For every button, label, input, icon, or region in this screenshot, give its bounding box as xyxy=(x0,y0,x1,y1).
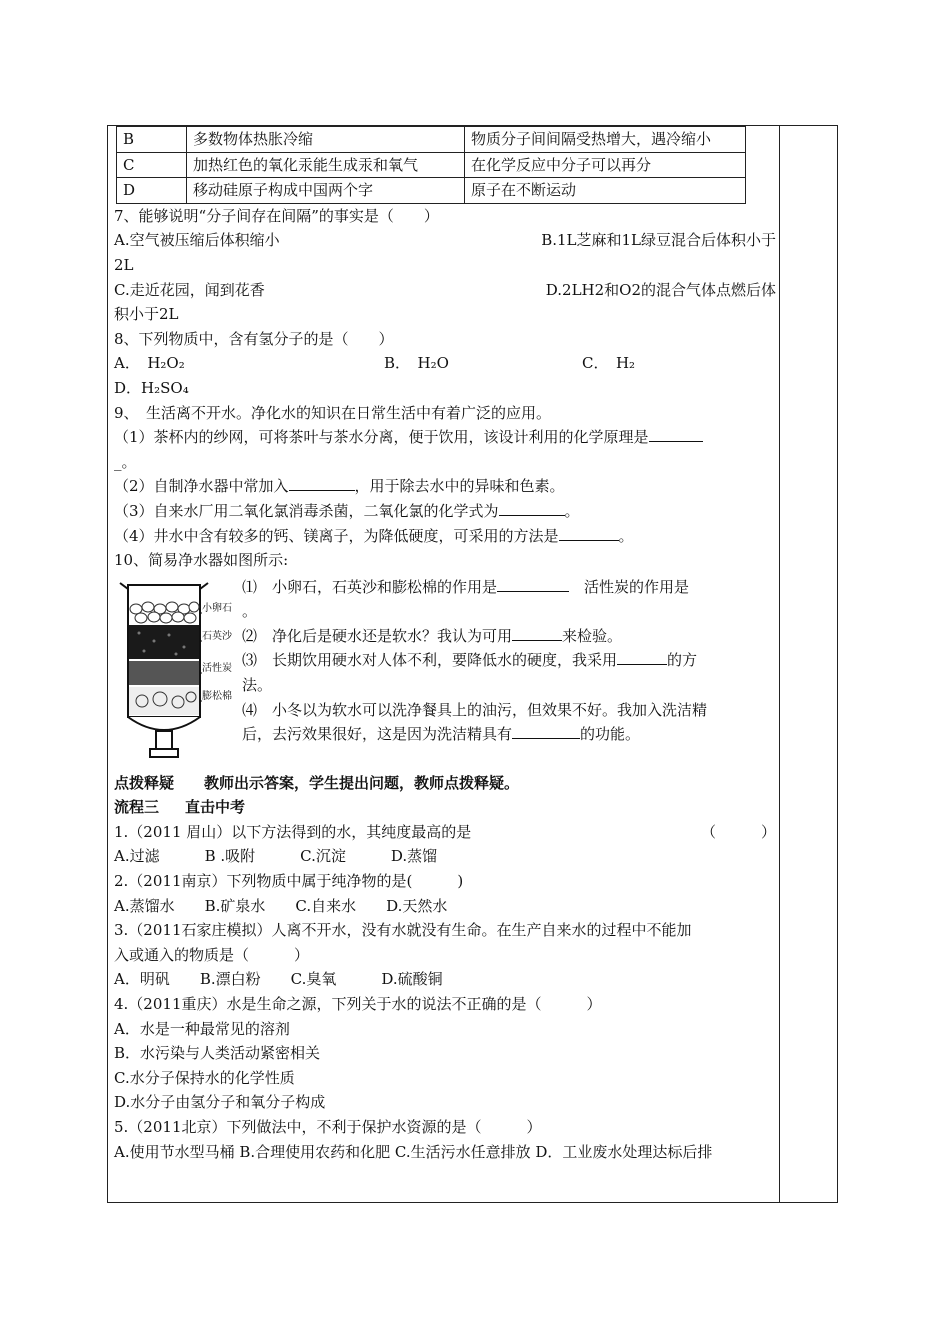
q10-sub1-end: 。 xyxy=(242,602,258,621)
e4-option-b: B．水污染与人类活动紧密相关 xyxy=(114,1044,321,1063)
q7-option-b: B.1L芝麻和1L绿豆混合后体积小于 xyxy=(541,231,776,250)
section-exam-text: 直击中考 xyxy=(185,798,246,817)
label-cotton: 膨松棉 xyxy=(202,690,232,702)
table-cell-explanation: 原子在不断运动 xyxy=(465,178,746,204)
q7-stem: 7、能够说明“分子间存在间隔”的事实是（ ） xyxy=(114,206,439,225)
exam-question-2 xyxy=(114,869,776,918)
q10-sub3-b: 的方 xyxy=(667,651,698,670)
e5-options: A.使用节水型马桶 B.合理使用农药和化肥 C.生活污水任意排放 D．工业废水处理达标后排 xyxy=(114,1142,713,1161)
table-cell-option: D xyxy=(117,178,187,204)
q10-sub4-a: ⑷ 小冬以为软水可以洗净餐具上的油污，但效果不好。我加入洗洁精 xyxy=(242,700,708,719)
answer-blank[interactable] xyxy=(289,476,355,491)
column-divider xyxy=(779,126,780,1202)
table-cell-option: B xyxy=(117,127,187,153)
section-clarify xyxy=(114,771,776,796)
q10-sub3-a: ⑶ 长期饮用硬水对人体不利，要降低水的硬度，我采用 xyxy=(242,651,618,670)
table-row xyxy=(117,127,746,153)
section-clarify-text: 教师出示答案，学生提出问题，教师点拨释疑。 xyxy=(204,773,520,792)
q7-option-c: C.走近花园，闻到花香 xyxy=(114,280,265,299)
q7-option-d-cont: 积小于2L xyxy=(114,305,179,324)
q9-sub4-a: （4）井水中含有较多的钙、镁离子，为降低硬度，可采用的方法是 xyxy=(114,526,559,545)
q10-sub4-c: 的功能。 xyxy=(580,725,641,744)
q9-sub4-b: 。 xyxy=(618,526,634,545)
table-row xyxy=(117,178,746,204)
section-clarify-title: 点拨释疑 xyxy=(114,773,175,792)
q10-stem: 10、简易净水器如图所示: xyxy=(114,551,289,570)
e4-option-c: C.水分子保持水的化学性质 xyxy=(114,1068,295,1087)
answer-blank[interactable] xyxy=(499,501,565,516)
q10-sub2-b: 来检验。 xyxy=(562,626,623,645)
q10-sub4-b: 后，去污效果很好，这是因为洗洁精具有 xyxy=(242,725,513,744)
e3-options: A．明矾 B.漂白粉 C.臭氧 D.硫酸铜 xyxy=(114,970,443,989)
exam-question-5 xyxy=(114,1115,776,1164)
worksheet-content xyxy=(114,126,776,1164)
table-cell-option: C xyxy=(117,152,187,178)
e4-option-d: D.水分子由氢分子和氧分子构成 xyxy=(114,1093,326,1112)
exam-question-3 xyxy=(114,918,776,992)
e3-stem: 3.（2011石家庄模拟）人离不开水，没有水就没有生命。在生产自来水的过程中不能加 xyxy=(114,921,692,940)
table-cell-phenomenon: 移动硅原子构成中国两个字 xyxy=(187,178,465,204)
answer-blank[interactable] xyxy=(512,626,562,641)
answer-blank[interactable] xyxy=(559,526,619,541)
exam-question-4 xyxy=(114,992,776,1115)
q9-stem: 9、 生活离不开水。净化水的知识在日常生活中有着广泛的应用。 xyxy=(114,403,552,422)
e4-stem: 4.（2011重庆）水是生命之源，下列关于水的说法不正确的是（ ） xyxy=(114,995,602,1014)
table-cell-explanation: 物质分子间间隔受热增大，遇冷缩小 xyxy=(465,127,746,153)
q10-sub1-a: ⑴ 小卵石，石英沙和膨松棉的作用是 xyxy=(242,577,498,596)
section-exam xyxy=(114,795,776,820)
q8-option-d: D．H₂SO₄ xyxy=(114,378,189,397)
e2-stem: 2.（2011南京）下列物质中属于纯净物的是( ) xyxy=(114,872,464,891)
q9-sub1-end: _。 xyxy=(114,452,137,471)
table-cell-explanation: 在化学反应中分子可以再分 xyxy=(465,152,746,178)
answer-blank[interactable] xyxy=(649,427,703,442)
e5-stem: 5.（2011北京）下列做法中，不利于保护水资源的是（ ） xyxy=(114,1118,542,1136)
table-cell-phenomenon: 多数物体热胀冷缩 xyxy=(187,127,465,153)
e1-stem: 1.（2011 眉山）以下方法得到的水，其纯度最高的是 xyxy=(114,822,472,841)
question-7 xyxy=(114,204,776,327)
q9-sub2-b: ，用于除去水中的异味和色素。 xyxy=(354,477,565,496)
exam-question-1 xyxy=(114,820,776,869)
q8-option-b: B． H₂O xyxy=(384,354,449,373)
q9-sub2-a: （2）自制净水器中常加入 xyxy=(114,477,289,496)
q9-sub1: （1）茶杯内的纱网，可将茶叶与茶水分离，便于饮用，该设计利用的化学原理是 xyxy=(114,428,649,447)
q8-option-a: A． H₂O₂ xyxy=(114,354,185,373)
e1-options: A.过滤 B .吸附 C.沉淀 D.蒸馏 xyxy=(114,847,438,866)
e2-options: A.蒸馏水 B.矿泉水 C.自来水 D.天然水 xyxy=(114,896,448,915)
section-exam-title: 流程三 xyxy=(114,798,160,817)
q8-option-c: C． H₂ xyxy=(582,354,636,373)
label-activated-carbon: 活性炭 xyxy=(202,662,232,674)
q10-sub1-b: 活性炭的作用是 xyxy=(569,577,690,596)
label-quartz-sand: 石英沙 xyxy=(202,630,232,642)
q7-option-b-cont: 2L xyxy=(114,255,134,274)
q8-stem: 8、下列物质中，含有氢分子的是（ ） xyxy=(114,329,394,348)
table-cell-phenomenon: 加热红色的氧化汞能生成汞和氧气 xyxy=(187,152,465,178)
answer-blank[interactable] xyxy=(497,577,569,592)
q7-option-d: D.2LH2和O2的混合气体点燃后体 xyxy=(545,280,776,299)
q7-option-a: A.空气被压缩后体积缩小 xyxy=(114,231,280,250)
table-row xyxy=(117,152,746,178)
q10-sub2-a: ⑵ 净化后是硬水还是软水？我认为可用 xyxy=(242,626,513,645)
water-filter-diagram xyxy=(114,575,234,763)
question-10 xyxy=(114,548,776,763)
answer-blank[interactable] xyxy=(617,650,667,665)
q9-sub3-b: 。 xyxy=(564,501,580,520)
e1-paren: （ ） xyxy=(700,822,776,841)
e4-option-a: A．水是一种最常见的溶剂 xyxy=(114,1019,290,1038)
options-table xyxy=(116,126,746,204)
label-pebbles: 小卵石 xyxy=(202,602,232,614)
question-8 xyxy=(114,327,776,401)
q9-sub3-a: （3）自来水厂用二氧化氯消毒杀菌，二氧化氯的化学式为 xyxy=(114,501,499,520)
answer-blank[interactable] xyxy=(512,724,580,739)
e3-stem-cont: 入或通入的物质是（ ） xyxy=(114,945,310,964)
q10-sub3-end: 法。 xyxy=(242,676,273,695)
question-9 xyxy=(114,401,776,549)
